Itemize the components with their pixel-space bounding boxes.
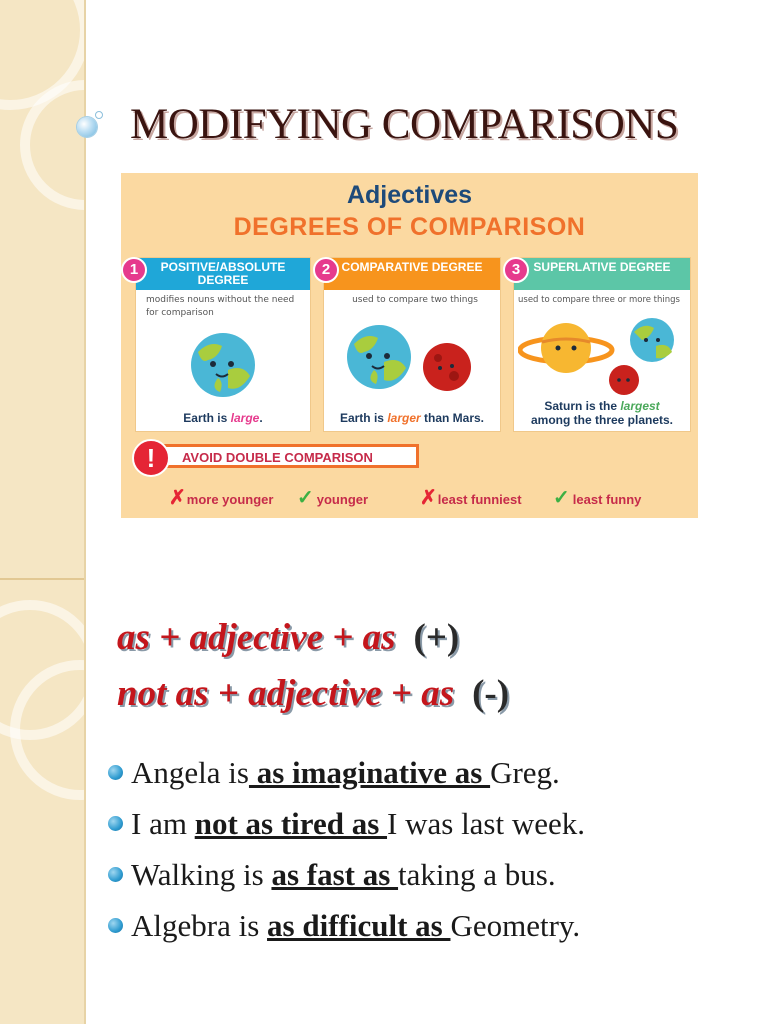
panel-number-badge: 2 (313, 257, 339, 283)
formula-positive: as + adjective + as (+) (117, 617, 460, 658)
earth-icon (188, 330, 258, 400)
formula-negative: not as + adjective + as (-) (117, 673, 510, 714)
list-item: Angela is as imaginative as Greg. (108, 755, 560, 791)
earth-icon (344, 322, 414, 392)
cross-icon: ✗ (169, 487, 186, 509)
panel-label: POSITIVE/ABSOLUTE DEGREE (136, 258, 310, 290)
bubble-icon (77, 117, 97, 137)
cross-icon: ✗ (420, 487, 437, 509)
warning-banner (157, 444, 419, 468)
panel-caption: Earth is large. (183, 411, 263, 425)
panel-superlative (513, 257, 691, 432)
example-wrong: ✗least funniest (420, 487, 522, 509)
panel-label: COMPARATIVE DEGREE (324, 258, 500, 290)
slide-title: MODIFYING COMPARISONS (130, 101, 679, 148)
example-right: ✓ least funny (553, 487, 642, 509)
bubble-icon (95, 111, 103, 119)
planets-icon (518, 310, 688, 400)
list-item: Walking is as fast as taking a bus. (108, 857, 556, 893)
list-item: I am not as tired as I was last week. (108, 806, 585, 842)
infographic-heading: Adjectives (346, 181, 473, 209)
bullet-icon (108, 765, 123, 780)
panel-description: used to compare three or more things (518, 295, 680, 305)
bullet-icon (108, 816, 123, 831)
check-icon: ✓ (553, 487, 570, 509)
list-item: Algebra is as difficult as Geometry. (108, 908, 580, 944)
left-decorative-strip (0, 0, 86, 1024)
warning-text: AVOID DOUBLE COMPARISON (182, 450, 373, 465)
panel-comparative (323, 257, 501, 432)
panel-caption: Earth is larger than Mars. (339, 411, 485, 425)
panel-description: used to compare two things (352, 295, 478, 305)
mars-icon (420, 340, 474, 394)
panel-label: SUPERLATIVE DEGREE (514, 258, 690, 290)
example-wrong: ✗more younger (169, 487, 274, 509)
bullet-icon (108, 918, 123, 933)
panel-number-badge: 3 (503, 257, 529, 283)
panel-caption: Saturn is the largest among the three planets. (530, 399, 674, 427)
degrees-of-comparison-infographic (121, 173, 698, 518)
panel-positive (135, 257, 311, 432)
check-icon: ✓ (297, 487, 314, 509)
example-right: ✓ younger (297, 487, 369, 509)
exclamation-icon: ! (132, 439, 170, 477)
panel-description: modifies nouns without the need for comparison (146, 295, 295, 318)
strip-divider (0, 578, 84, 580)
bullet-icon (108, 867, 123, 882)
panel-number-badge: 1 (121, 257, 147, 283)
infographic-subheading: DEGREES OF COMPARISON (233, 213, 586, 241)
